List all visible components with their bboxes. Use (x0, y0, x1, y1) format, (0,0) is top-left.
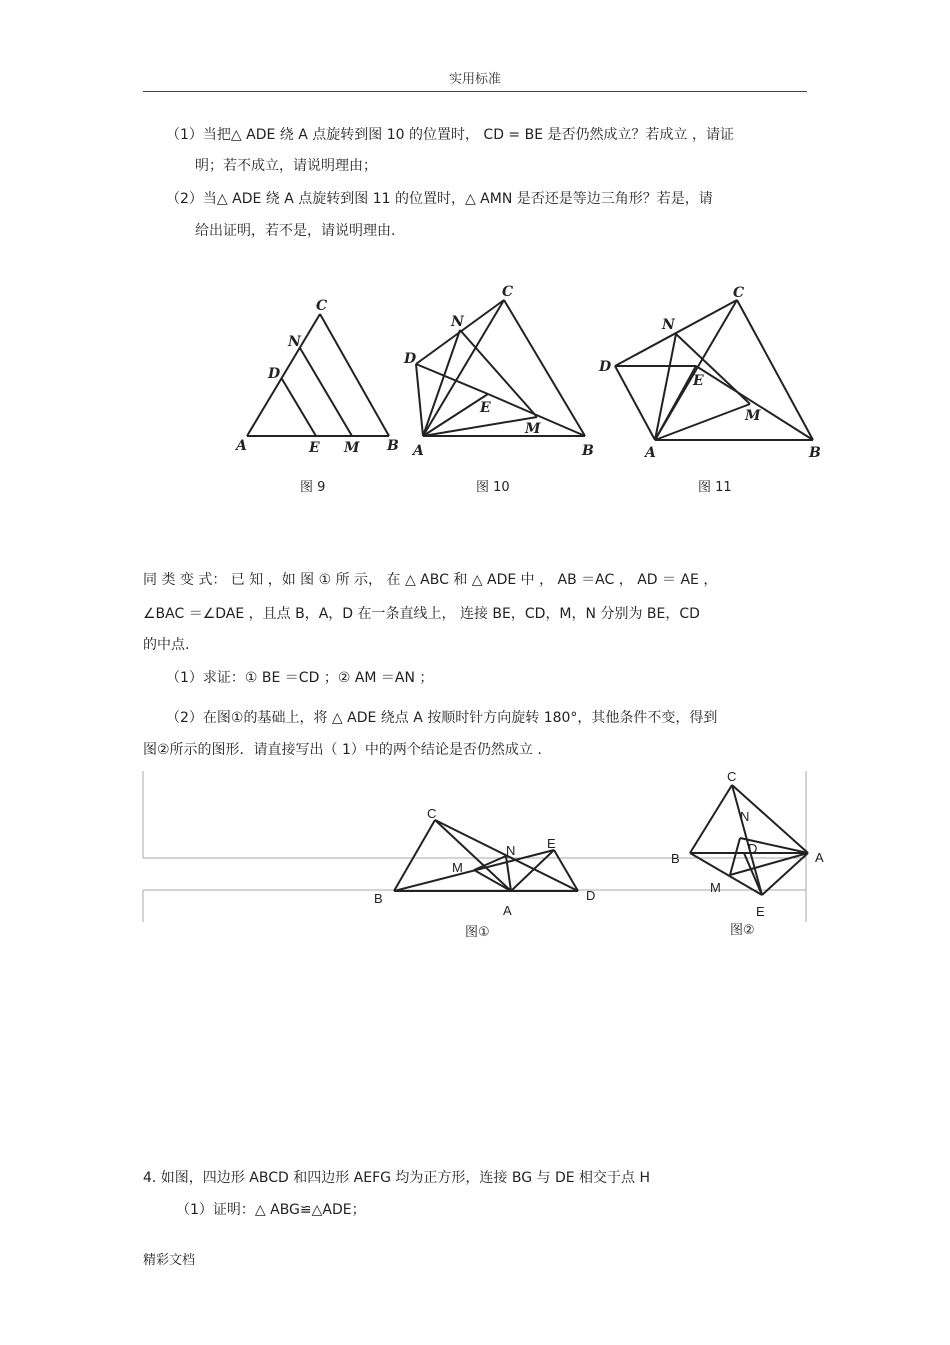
figure-segment (730, 838, 740, 875)
fig1-label-m: M (452, 860, 463, 875)
q4-line2: （1）证明：△ ABG≌△ADE； (176, 1202, 366, 1218)
fig9-label-e: E (309, 440, 320, 456)
fig11-label-d: D (599, 359, 612, 375)
figure-frame (143, 771, 806, 922)
fig1-label-a: A (503, 903, 512, 918)
caption-fig-circled-2: 图② (730, 923, 755, 938)
q3-part2-line1: （2）当△ ADE 绕 A 点旋转到图 11 的位置时，△ AMN 是否还是等边三角形？若是，请 (166, 191, 713, 207)
fig11-label-n: N (662, 317, 675, 333)
figure-segment (394, 820, 435, 891)
fig10-label-d: D (404, 351, 417, 367)
fig1-label-e: E (547, 836, 556, 851)
fig2-label-m: M (710, 880, 721, 895)
fig10-label-e: E (480, 400, 491, 416)
variant-line1: 同 类 变 式： 已 知 ，如 图 ① 所 示， 在 △ ABC 和 △ ADE 中 ， AB ＝AC ， AD ＝ AE ， (143, 572, 718, 588)
variant-part2-line2: 图②所示的图形．请直接写出（ 1）中的两个结论是否仍然成立 . (143, 742, 542, 758)
figure-segment (416, 364, 423, 436)
fig10-label-a: A (413, 443, 424, 459)
figure-segment (504, 300, 585, 436)
fig2-label-a: A (815, 850, 824, 865)
caption-fig-circled-1: 图① (465, 925, 490, 940)
fig11-label-a: A (645, 445, 656, 461)
fig1-label-c: C (427, 806, 437, 821)
variant-part1: （1）求证：① BE ＝CD ；② AM ＝AN ； (166, 670, 434, 686)
fig9-label-d: D (268, 366, 281, 382)
figure-11-labels (598, 285, 821, 461)
page-header: 实用标准 (448, 72, 501, 87)
q4-line1: 4. 如图，四边形 ABCD 和四边形 AEFG 均为正方形，连接 BG 与 DE 相交于点 H (143, 1170, 651, 1186)
fig2-label-c: C (727, 769, 737, 784)
figure-segment (247, 314, 320, 436)
fig11-label-b: B (809, 445, 821, 461)
fig10-label-m: M (525, 421, 541, 437)
fig1-label-d: D (586, 888, 596, 903)
figure-segment (690, 785, 732, 853)
fig2-label-b: B (671, 851, 680, 866)
figure-segment (655, 334, 676, 440)
page-footer: 精彩文档 (143, 1253, 196, 1268)
figure-10 (416, 300, 585, 436)
figure-circled-2-labels (671, 769, 824, 919)
fig2-label-n: N (740, 809, 750, 824)
fig9-label-c: C (316, 298, 328, 314)
caption-fig11: 图 11 (698, 480, 732, 495)
fig11-label-c: C (733, 285, 745, 301)
figure-segment (423, 417, 537, 436)
figure-segment (696, 366, 813, 440)
figure-segment (655, 404, 750, 440)
fig10-label-b: B (582, 443, 594, 459)
figure-segment (320, 314, 389, 436)
variant-line3: 的中点. (143, 637, 190, 653)
figure-segment (435, 820, 511, 891)
q3-part1-line1: （1）当把△ ADE 绕 A 点旋转到图 10 的位置时， CD = BE 是否仍然成立？若成立 ，请证 (166, 127, 734, 143)
figure-segment (690, 853, 762, 895)
variant-line2: ∠BAC ＝∠DAE ，且点 B，A，D 在一条直线上， 连接 BE，CD，M，N 分别为 BE，CD (143, 606, 700, 622)
figure-segment (655, 366, 696, 440)
fig11-label-e: E (693, 373, 704, 389)
fig9-label-a: A (236, 438, 247, 454)
figure-circled-2 (690, 785, 808, 895)
figure-segment (676, 334, 750, 404)
fig11-label-m: M (745, 408, 761, 424)
figure-segment (416, 364, 488, 394)
figure-11 (615, 300, 813, 440)
fig9-label-n: N (288, 334, 301, 350)
fig9-label-m: M (344, 440, 360, 456)
figure-circled-1 (394, 820, 578, 891)
fig1-label-b: B (374, 891, 383, 906)
q3-part2-line2: 给出证明，若不是，请说明理由. (195, 223, 396, 239)
q3-part1-line2: 明；若不成立，请说明理由； (195, 158, 377, 174)
caption-fig9: 图 9 (300, 480, 326, 495)
fig2-label-d: D (748, 841, 758, 856)
fig10-label-c: C (502, 284, 514, 300)
fig2-label-e: E (756, 904, 765, 919)
fig1-label-n: N (506, 843, 516, 858)
fig10-label-n: N (451, 314, 464, 330)
caption-fig10: 图 10 (476, 480, 510, 495)
fig9-label-b: B (387, 438, 399, 454)
figure-segment (282, 379, 316, 436)
variant-part2-line1: （2）在图①的基础上，将 △ ADE 绕点 A 按顺时针方向旋转 180°，其他条件不变，得到 (166, 710, 718, 726)
figure-segment (615, 366, 655, 440)
